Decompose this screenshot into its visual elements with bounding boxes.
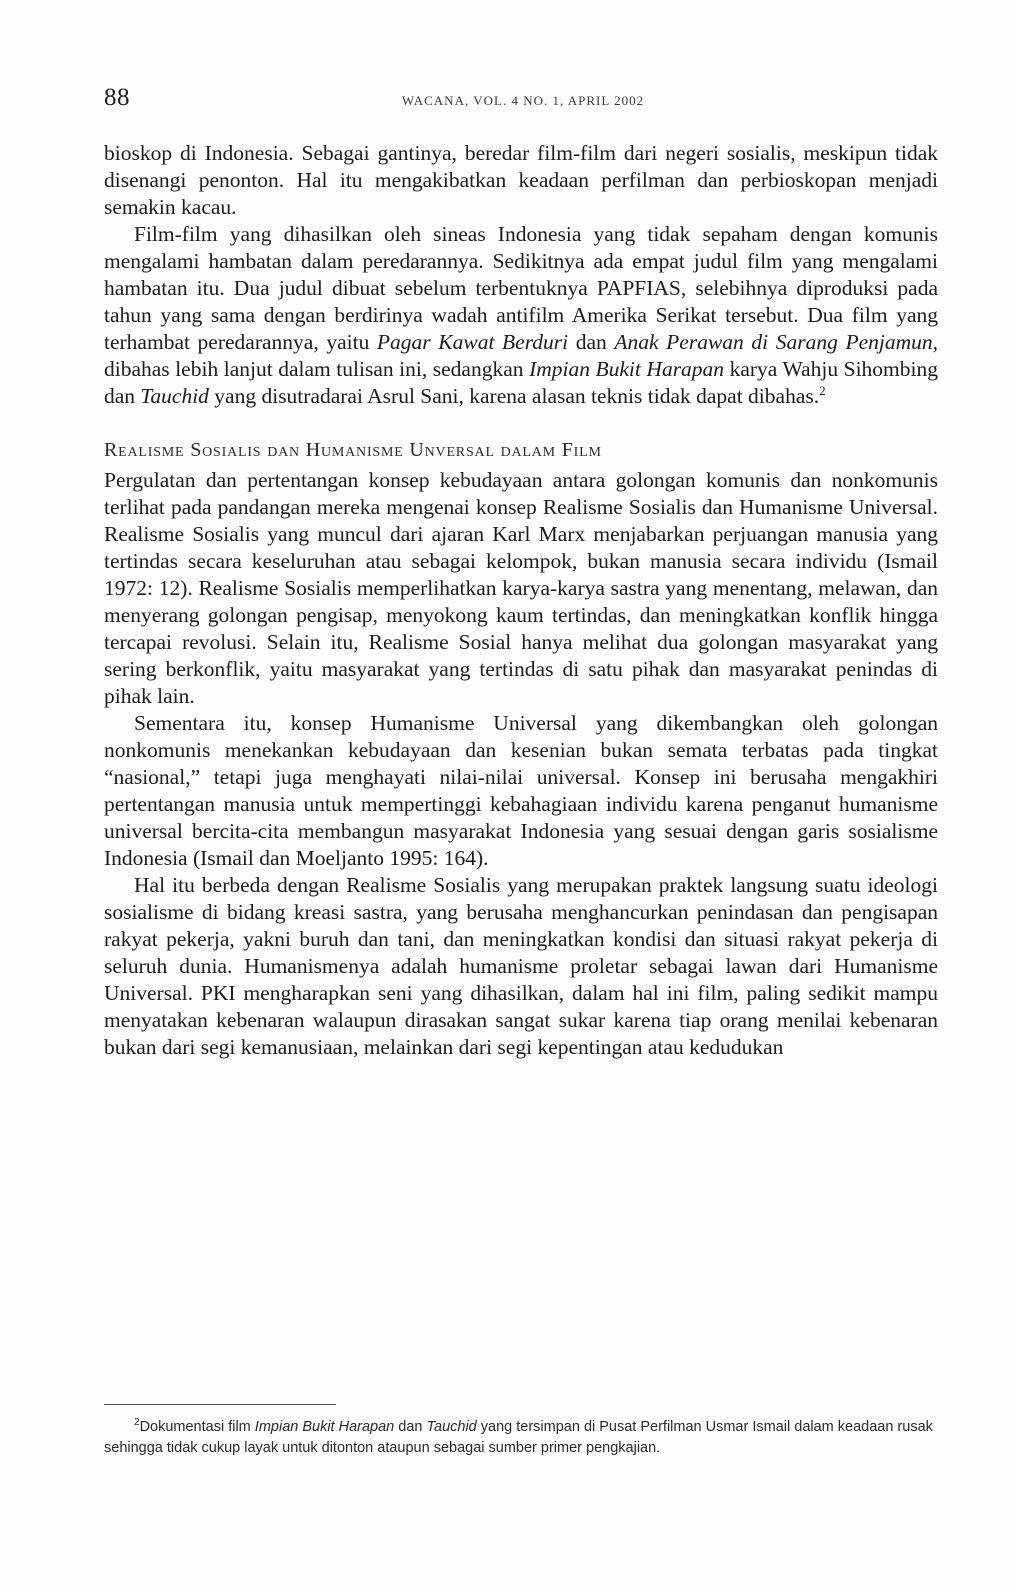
paragraph-concepts: Pergulatan dan pertentangan konsep kebudayaan antara golongan komunis dan nonkomunis terlihat pada pandangan mereka mengenai konsep Realisme Sosialis dan Humanisme Universal. Realisme Sosialis yang muncul dari ajaran Karl Marx menjabarkan perjuangan manusia yang tertindas secara keseluruhan atau sebagai kelompok, bukan manusia secara individu (Ismail 1972: 12). Realisme Sosialis memperlihatkan karya-karya sastra yang menentang, melawan, dan menyerang golongan pengisap, menyokong kaum tertindas, dan meningkatkan konflik hingga tercapai revolusi. Selain itu, Realisme Sosial hanya melihat dua golongan masyarakat yang sering berkonflik, yaitu masyarakat yang tertindas di satu pihak dan masyarakat penindas di pihak lain. [104,468,938,708]
page-number: 88 [104,84,130,111]
footnote-reference[interactable]: 2 [819,382,826,398]
page-header [104,84,942,114]
footnote-text: Dokumentasi film [139,1418,255,1435]
article-body [104,140,938,1061]
film-title: Tauchid [140,384,209,408]
paragraph-text: yang disutradarai Asrul Sani, karena alasan teknis tidak dapat dibahas. [208,384,820,408]
running-head: WACANA, VOL. 4 NO. 1, APRIL 2002 [401,93,645,108]
film-title: Tauchid [426,1418,477,1435]
footnote-divider [104,1404,336,1405]
paragraph-text: dan [568,330,615,354]
footnote-text: yang tersimpan di Pusat Perfilman Usmar Ismail dalam keadaan rusak sehingga tidak cukup layak untuk ditonton ataupun sebagai sumber primer pengkajian. [104,1418,933,1456]
paragraph-film-obstacles [104,221,938,410]
footnote-number: 2 [134,1417,140,1428]
film-title: Impian Bukit Harapan [529,357,725,381]
footnote [104,1412,934,1459]
film-title: Anak Perawan di Sarang Penjamun [614,330,933,354]
paragraph-text: karya Wahju Sihombing dan [104,357,938,408]
film-title: Impian Bukit Harapan [254,1418,395,1435]
section-heading: Realisme Sosialis dan Humanisme Unversal dalam Film [104,439,602,461]
paragraph-continuation: bioskop di Indonesia. Sebagai gantinya, beredar film-film dari negeri sosialis, meskipun tidak disenangi penonton. Hal itu mengakibatkan keadaan perfilman dan perbioskopan menjadi semakin kacau. [104,141,938,219]
paragraph-realism-contrast: Hal itu berbeda dengan Realisme Sosialis yang merupakan praktek langsung suatu ideologi sosialisme di bidang kreasi sastra, yang berusaha menghancurkan penindasan dan pengisapan rakyat pekerja, yakni buruh dan tani, dan meningkatkan kondisi dan situasi rakyat pekerja di seluruh dunia. Humanismenya adalah humanisme proletar sebagai lawan dari Humanisme Universal. PKI mengharapkan seni yang dihasilkan, dalam hal ini film, paling sedikit mampu menyatakan kebenaran walaupun dirasakan sangat sukar karena tiap orang menilai kebenaran bukan dari segi kemanusiaan, melainkan dari segi kepentingan atau kedudukan [104,873,938,1059]
footnote-text: dan [394,1418,427,1435]
paragraph-text: , dibahas lebih lanjut dalam tulisan ini, sedangkan [104,330,939,381]
paragraph-humanism: Sementara itu, konsep Humanisme Universal yang dikembangkan oleh golongan nonkomunis menekankan kebudayaan dan kesenian bukan semata terbatas pada tingkat “nasional,” tetapi juga menghayati nilai-nilai universal. Konsep ini berusaha mengakhiri pertentangan manusia untuk mempertinggi kebahagiaan individu karena penganut humanisme universal bercita-cita membangun masyarakat Indonesia yang sesuai dengan garis sosialisme Indonesia (Ismail dan Moeljanto 1995: 164). [104,711,938,870]
paragraph-text: Film-film yang dihasilkan oleh sineas Indonesia yang tidak sepaham dengan komunis mengalami hambatan dalam peredarannya. Sedikitnya ada empat judul film yang mengalami hambatan itu. Dua judul dibuat sebelum terbentuknya PAPFIAS, selebihnya diproduksi pada tahun yang sama dengan berdirinya wadah antifilm Amerika Serikat tersebut. Dua film yang terhambat peredarannya, yaitu [104,222,938,354]
film-title: Pagar Kawat Berduri [376,330,569,354]
